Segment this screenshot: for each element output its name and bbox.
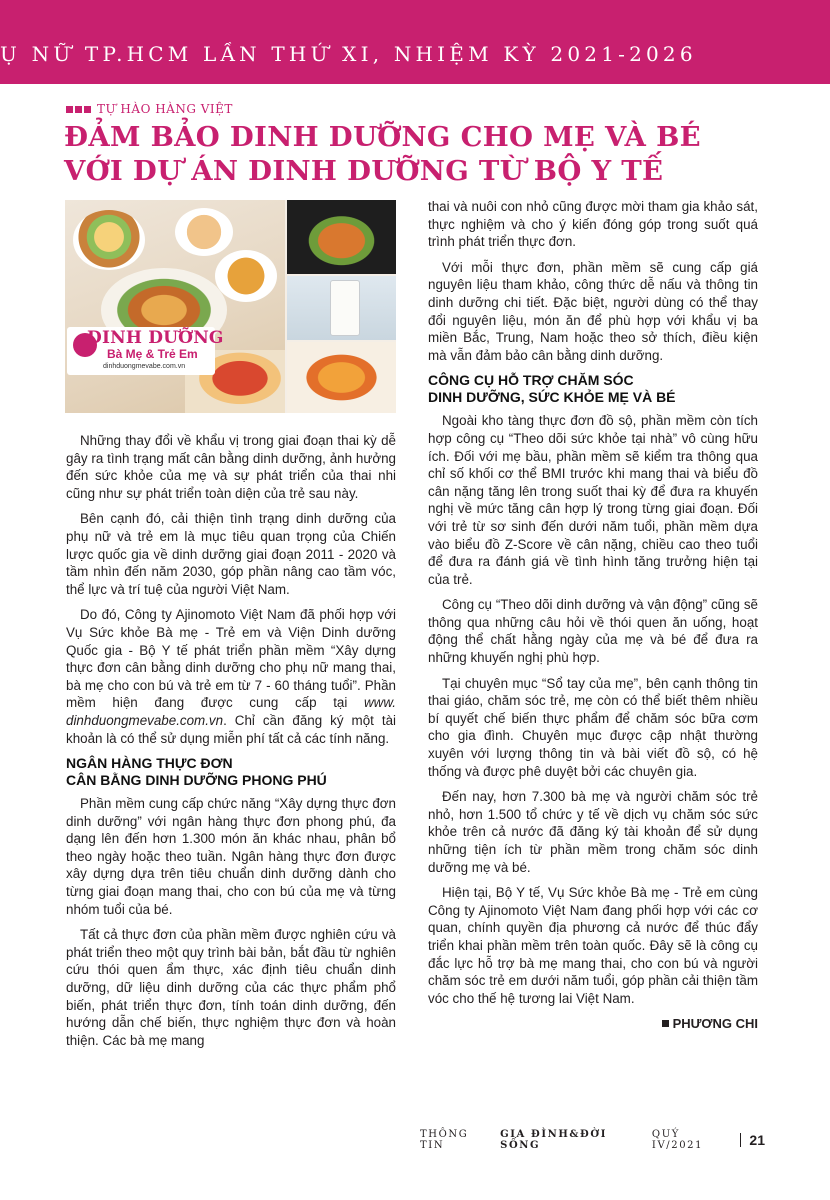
- footer-publication: [500, 1129, 646, 1151]
- byline-square-icon: [662, 1020, 669, 1027]
- photo-milk-glass: [330, 280, 360, 336]
- title-line-2: VỚI DỰ ÁN DINH DƯỠNG TỪ BỘ Y TẾ: [64, 155, 664, 187]
- website-link[interactable]: www. dinhduongmevabe.com.vn: [66, 695, 396, 728]
- photo-bowl-side: [175, 208, 233, 256]
- logo-url: dinhduongmevabe.com.vn: [103, 363, 186, 370]
- article-title: [64, 120, 784, 188]
- left-paragraph-3-tail: . Chỉ cần đăng ký một tài khoản là có thể sử dụng miễn phí tất cả các tính năng.: [66, 712, 396, 746]
- heading-line-2: CÂN BẰNG DINH DƯỠNG PHONG PHÚ: [66, 772, 327, 789]
- footer-pub-part-2: ĐỜI SỐNG: [500, 1129, 607, 1151]
- footer-prefix: THÔNG TIN: [420, 1129, 469, 1151]
- left-column: [66, 432, 396, 1057]
- right-paragraph-1: thai và nuôi con nhỏ cũng được mời tham gia khảo sát, thực nghiệm và cho ý kiến đóng góp trong suốt quá trình phát triển thực đơn.: [428, 199, 758, 250]
- right-paragraph-7: Hiện tại, Bộ Y tế, Vụ Sức khỏe Bà mẹ - Trẻ em cùng Công ty Ajinomoto Việt Nam đang phối hợp với các cơ quan, chính quyền địa phương cả nước để thúc đẩy triển khai phần mềm trên toàn quốc. Đây sẽ là công cụ đắc lực hỗ trợ bà mẹ mang thai, cho con bú và người chăm sóc trẻ em dưới năm tuổi, góp phần cải thiện tầm vóc cho thế hệ tương lai Việt Nam.: [428, 885, 758, 1006]
- footer-pub-part-1: GIA ĐÌNH: [500, 1129, 570, 1140]
- right-column: [428, 198, 758, 1033]
- photo-fruit-plate: [287, 342, 396, 413]
- food-photo-collage: [65, 200, 396, 413]
- left-paragraph-4: Phần mềm cung cấp chức năng “Xây dựng thực đơn dinh dưỡng” với ngân hàng thực đơn phong phú, đa dạng lên đến hơn 1.300 món ăn khác nhau, phân bổ theo ngày hoặc theo tuần. Ngân hàng thực đơn được xây dựng dựa trên tiêu chuẩn dinh dưỡng dành cho từng giai đoạn mang thai, cho con bú của mẹ và từng nhóm tuổi của bé.: [66, 796, 396, 917]
- left-paragraph-3-text: Do đó, Công ty Ajinomoto Việt Nam đã phối hợp với Vụ Sức khỏe Bà mẹ - Trẻ em và Viện Dinh dưỡng Quốc gia - Bộ Y tế phát triển phần mềm “Xây dựng thực đơn cân bằng dinh dưỡng cho phụ nữ mang thai, bà mẹ cho con bú và trẻ em từ 7 - 60 tháng tuổi”. Phần mềm hiện đang được cung cấp tại: [66, 607, 396, 711]
- section-heading-care-tools: [428, 372, 758, 406]
- left-paragraph-2: Bên cạnh đó, cải thiện tình trạng dinh dưỡng của phụ nữ và trẻ em là mục tiêu quan trọng của Chiến lược quốc gia về dinh dưỡng giai đoạn 2011 - 2020 và tầm nhìn đến năm 2030, góp phần nâng cao tầm vóc, thể lực và trí tuệ của người Việt Nam.: [66, 511, 396, 597]
- heading-line-1: CÔNG CỤ HỖ TRỢ CHĂM SÓC: [428, 372, 634, 389]
- logo-line-2: Bà Mẹ & Trẻ Em: [107, 347, 198, 361]
- right-paragraph-4: Công cụ “Theo dõi dinh dưỡng và vận động” cũng sẽ thông qua những câu hỏi về thói quen ăn uống, hoạt động thể chất hằng ngày của mẹ và bé để đưa ra những khuyến nghị phù hợp.: [428, 597, 758, 666]
- title-line-1: ĐẢM BẢO DINH DƯỠNG CHO MẸ VÀ BÉ: [64, 121, 701, 153]
- banner-text: Ụ NỮ TP.HCM LẦN THỨ XI, NHIỆM KỲ 2021-2026: [0, 42, 697, 66]
- photo-bowl-soup: [73, 210, 145, 270]
- author-name: PHƯƠNG CHI: [672, 1016, 758, 1032]
- left-paragraph-5: Tất cả thực đơn của phần mềm được nghiên cứu và phát triển theo một quy trình bài bản, bắt đầu từ nghiên cứu thói quen ẩm thực, xác định tiêu chuẩn dinh dưỡng, dữ liệu dinh dưỡng của các thực phẩm phổ biến, phát triển thực đơn, tính toán dinh dưỡng, đến hướng dẫn chế biến, thực nghiệm thực đơn và hoàn thiện. Các bà mẹ mang: [66, 927, 396, 1048]
- footer-divider: [740, 1133, 741, 1147]
- right-paragraph-6: Đến nay, hơn 7.300 bà mẹ và người chăm sóc trẻ nhỏ, hơn 1.500 tổ chức y tế về dịch vụ chăm sóc sức khỏe trên cả nước đã đăng ký tài khoản để sử dụng những tiện ích từ phần mềm trong chăm sóc dinh dưỡng mẹ và bé.: [428, 789, 758, 875]
- photo-bowl-curry: [215, 250, 277, 302]
- kicker-squares-icon: [66, 106, 91, 113]
- page-number: 21: [749, 1132, 765, 1148]
- photo-salad-bowl: [287, 200, 396, 274]
- right-paragraph-3: Ngoài kho tàng thực đơn đồ sộ, phần mềm còn tích hợp công cụ “Theo dõi sức khỏe tại nhà” vô cùng hữu ích. Đối với mẹ bầu, phần mềm sẽ kiểm tra thông qua chỉ số khối cơ thể BMI trước khi mang thai và biểu đồ cân nặng tăng lên trong suốt thai kỳ để đưa ra khuyến nghị về mức tăng cân hợp lý trong từng giai đoạn. Đối với trẻ từ sơ sinh đến dưới năm tuổi, phần mềm dựa vào biểu đồ Z-Score về cân nặng, chiều cao theo tuổi để đưa ra đánh giá về tình hình tăng trưởng hiện tại của trẻ.: [428, 413, 758, 587]
- section-kicker: [66, 102, 233, 116]
- logo-line-1: DINH DƯỠNG: [87, 328, 224, 348]
- right-paragraph-2: Với mỗi thực đơn, phần mềm sẽ cung cấp giá nguyên liệu tham khảo, công thức dễ nấu và thông tin dinh dưỡng chi tiết. Đặc biệt, người dùng có thể thay đổi nguyên liệu, món ăn để phù hợp với khẩu vị ba miền Bắc, Trung, Nam hoặc theo sở thích, điều kiện mà vẫn đảm bảo cân bằng dinh dưỡng.: [428, 259, 758, 363]
- kicker-text: TỰ HÀO HÀNG VIỆT: [97, 102, 233, 116]
- heading-line-2: DINH DƯỠNG, SỨC KHỎE MẸ VÀ BÉ: [428, 389, 676, 406]
- right-paragraph-5: Tại chuyên mục “Sổ tay của mẹ”, bên cạnh thông tin thai giáo, chăm sóc trẻ, mẹ còn có thể biết thêm nhiều bí quyết chế biến thực phẩm để chăm sóc bữa cơm cho gia đình. Chuyên mục được cập nhật thường xuyên với lượng thông tin và bài viết đồ sộ, có hệ thống và được phê duyệt bởi các chuyên gia.: [428, 675, 758, 779]
- footer-issue: QUÝ IV/2021: [651, 1129, 704, 1151]
- left-paragraph-3: [66, 606, 396, 747]
- left-paragraph-1: Những thay đổi về khẩu vị trong giai đoạn thai kỳ dễ gây ra tình trạng mất cân bằng dinh dưỡng, ảnh hưởng đến sức khỏe của mẹ và sự phát triển của thai nhi cũng như sự phát triển toàn diện của trẻ sau này.: [66, 433, 396, 501]
- heading-line-1: NGÂN HÀNG THỰC ĐƠN: [66, 755, 233, 772]
- page-footer: [420, 1130, 765, 1150]
- section-heading-menu-bank: [66, 755, 396, 789]
- footer-ampersand: &: [569, 1129, 581, 1140]
- author-byline: [428, 1015, 758, 1033]
- top-banner: [0, 0, 830, 84]
- brand-logo: [67, 327, 224, 375]
